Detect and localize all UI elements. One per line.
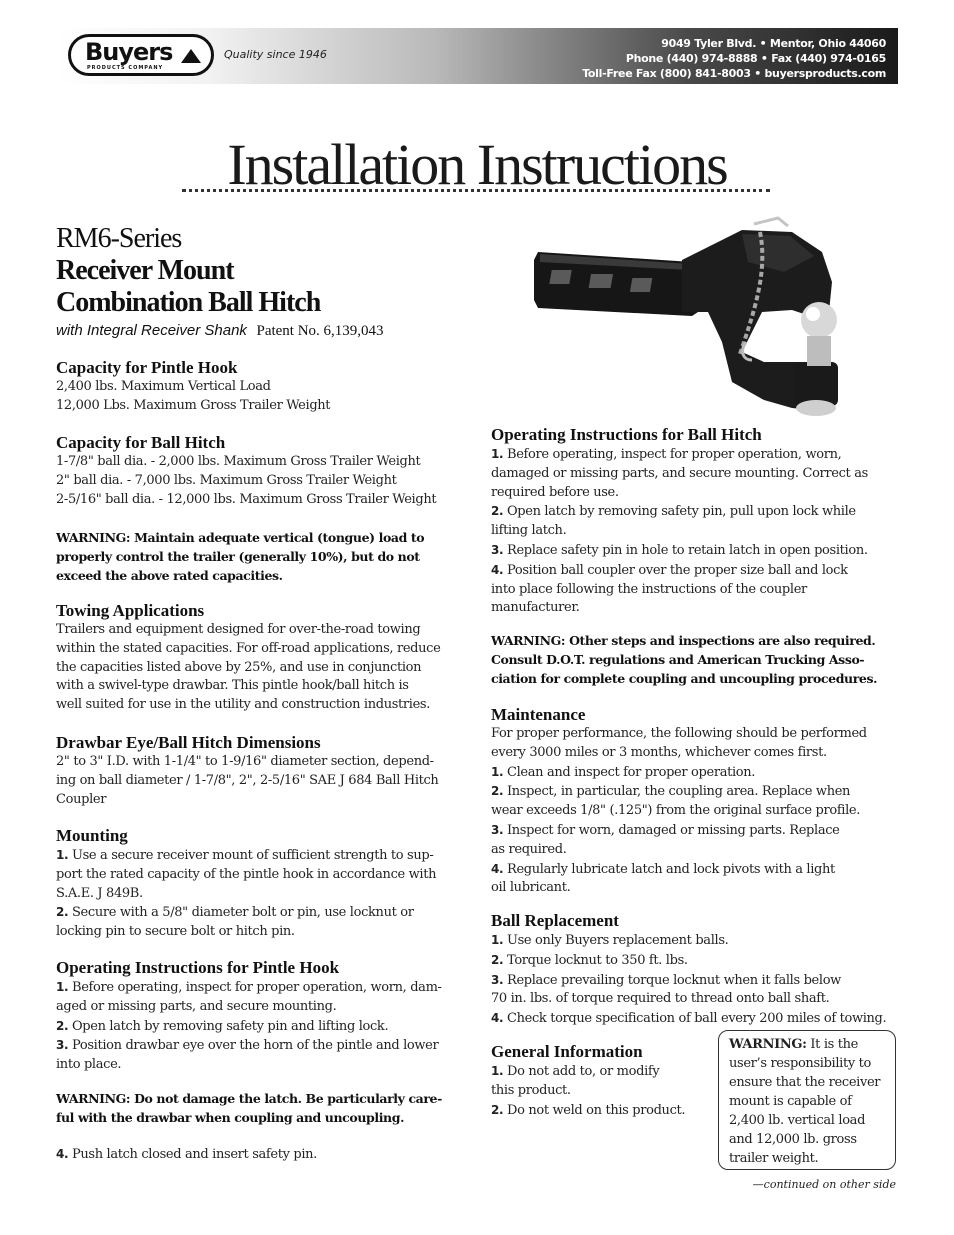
section-op-pintle bbox=[56, 958, 466, 1075]
section-heading: Drawbar Eye/Ball Hitch Dimensions bbox=[56, 733, 321, 752]
body-line: Coupler bbox=[56, 791, 107, 807]
step-text: Replace safety pin in hole to retain latch in open position. bbox=[503, 542, 868, 558]
step-number: 2. bbox=[491, 504, 504, 519]
section-dimensions bbox=[56, 733, 466, 809]
step-line bbox=[56, 846, 466, 866]
step-number: 2. bbox=[56, 905, 69, 920]
warning-line: exceed the above rated capacities. bbox=[56, 568, 283, 583]
continued-note: —continued on other side bbox=[752, 1178, 896, 1191]
warning-text-line: trailer weight. bbox=[729, 1151, 819, 1166]
step-number: 1. bbox=[491, 1064, 504, 1078]
step-number: 1. bbox=[491, 933, 504, 947]
section-op-ball bbox=[491, 425, 901, 618]
capacity-line: 2,400 lbs. Maximum Vertical Load bbox=[56, 379, 271, 394]
warning-line: ciation for complete coupling and uncoupling procedures. bbox=[491, 671, 878, 686]
section-heading: Maintenance bbox=[491, 705, 586, 724]
section-heading: Operating Instructions for Ball Hitch bbox=[491, 425, 762, 444]
warning-text-line: ensure that the receiver bbox=[729, 1075, 881, 1090]
body-line: For proper performance, the following should be performed bbox=[491, 726, 867, 741]
step-number: 2. bbox=[491, 1102, 504, 1117]
step-number: 1. bbox=[491, 447, 504, 461]
warning-line: ful with the drawbar when coupling and uncoupling. bbox=[56, 1110, 405, 1125]
product-name-line: Combination Ball Hitch bbox=[56, 287, 321, 318]
section-maintenance bbox=[491, 705, 901, 898]
step-text: Inspect for worn, damaged or missing parts. Replace bbox=[503, 822, 840, 838]
step-text: Push latch closed and insert safety pin. bbox=[68, 1147, 317, 1162]
page-title: Installation Instructions bbox=[227, 132, 727, 197]
section-heading: Ball Replacement bbox=[491, 911, 619, 930]
step-number: 1. bbox=[56, 848, 69, 862]
step-number: 4. bbox=[491, 861, 504, 876]
section-heading: Towing Applications bbox=[56, 601, 205, 620]
step-number: 3. bbox=[491, 972, 504, 987]
hitch-illustration bbox=[532, 212, 858, 422]
step-line: this product. bbox=[491, 1082, 571, 1098]
section-mounting bbox=[56, 826, 466, 942]
body-line: every 3000 miles or 3 months, whichever comes first. bbox=[491, 744, 827, 760]
step-number: 1. bbox=[56, 980, 69, 994]
step-text: Open latch by removing safety pin and lifting lock. bbox=[68, 1018, 389, 1034]
tagline: Quality since 1946 bbox=[224, 48, 327, 61]
body-line: 2" to 3" I.D. with 1-1/4" to 1-9/16" diameter section, depend- bbox=[56, 754, 434, 769]
step-number: 4. bbox=[491, 1011, 504, 1026]
warning-tongue-load bbox=[56, 528, 466, 585]
step-text: Clean and inspect for proper operation. bbox=[503, 764, 756, 780]
body-line: well suited for use in the utility and construction industries. bbox=[56, 697, 431, 713]
product-series: RM6-Series bbox=[56, 223, 182, 254]
warning-callout-box bbox=[718, 1030, 896, 1170]
capacity-line: 2-5/16" ball dia. - 12,000 lbs. Maximum Gross Trailer Weight bbox=[56, 491, 437, 507]
buyers-logo bbox=[68, 34, 214, 76]
section-heading: General Information bbox=[491, 1042, 643, 1061]
section-capacity-pintle bbox=[56, 358, 466, 416]
step-text: Secure with a 5/8" diameter bolt or pin, use locknut or bbox=[68, 905, 414, 921]
section-heading: Operating Instructions for Pintle Hook bbox=[56, 958, 340, 977]
logo-wordmark: Buyers bbox=[85, 38, 173, 66]
step-line: manufacturer. bbox=[491, 600, 580, 616]
step-number: 3. bbox=[491, 542, 504, 557]
warning-latch bbox=[56, 1089, 466, 1127]
step-number: 4. bbox=[491, 562, 504, 577]
body-line: the capacities listed above by 25%, and use in conjunction bbox=[56, 659, 422, 675]
step-text: Position drawbar eye over the horn of the pintle and lower bbox=[68, 1038, 439, 1054]
logo-triangle-icon bbox=[181, 49, 201, 63]
step-line bbox=[56, 978, 466, 998]
step-number: 2. bbox=[491, 784, 504, 799]
product-name bbox=[56, 255, 320, 319]
step-line: damaged or missing parts, and secure mounting. Correct as bbox=[491, 465, 868, 481]
warning-text-line: mount is capable of bbox=[729, 1094, 852, 1109]
contact-line: 9049 Tyler Blvd. • Mentor, Ohio 44060 bbox=[661, 37, 886, 50]
product-photo bbox=[532, 212, 858, 422]
contact-info bbox=[582, 36, 886, 81]
section-heading: Mounting bbox=[56, 826, 128, 845]
step-line: S.A.E. J 849B. bbox=[56, 885, 143, 901]
step-line: wear exceeds 1/8" (.125") from the original surface profile. bbox=[491, 803, 861, 819]
step-text: Before operating, inspect for proper operation, worn, bbox=[503, 447, 842, 462]
warning-text-line: user’s responsibility to bbox=[729, 1056, 871, 1071]
step-text: Do not add to, or modify bbox=[503, 1064, 660, 1079]
patent-number: Patent No. 6,139,043 bbox=[256, 323, 384, 339]
title-dotted-rule bbox=[182, 189, 770, 192]
step-line: port the rated capacity of the pintle hook in accordance with bbox=[56, 866, 437, 882]
body-line: Trailers and equipment designed for over-the-road towing bbox=[56, 622, 421, 637]
section-capacity-ball bbox=[56, 433, 466, 509]
step-line: 70 in. lbs. of torque required to thread onto ball shaft. bbox=[491, 991, 830, 1007]
step-text: Use only Buyers replacement balls. bbox=[503, 933, 729, 948]
header-bar bbox=[56, 28, 898, 84]
product-name-line: Receiver Mount bbox=[56, 255, 234, 286]
step-line bbox=[56, 903, 466, 923]
step-number: 2. bbox=[491, 952, 504, 967]
warning-label: WARNING: bbox=[729, 1037, 807, 1052]
step-line: into place following the instructions of the coupler bbox=[491, 581, 807, 597]
warning-line: WARNING: Other steps and inspections are also required. bbox=[491, 633, 876, 648]
step-line: required before use. bbox=[491, 484, 619, 500]
step-line: oil lubricant. bbox=[491, 880, 571, 896]
step-text: Torque locknut to 350 ft. lbs. bbox=[503, 952, 688, 968]
step-text: Position ball coupler over the proper size ball and lock bbox=[503, 562, 848, 578]
step-text: Do not weld on this product. bbox=[503, 1102, 686, 1118]
section-general-info bbox=[491, 1042, 711, 1120]
warning-line: properly control the trailer (generally 10%), but do not bbox=[56, 549, 420, 564]
subtitle-italic: with Integral Receiver Shank bbox=[56, 322, 247, 339]
section-towing bbox=[56, 601, 466, 715]
step-line bbox=[56, 1036, 466, 1056]
step-text: Regularly lubricate latch and lock pivots with a light bbox=[503, 861, 835, 877]
section-ball-replacement bbox=[491, 911, 901, 1029]
step-number: 2. bbox=[56, 1018, 69, 1033]
step-number: 1. bbox=[491, 764, 504, 779]
step-text: Replace prevailing torque locknut when it falls below bbox=[503, 972, 841, 988]
section-heading: Capacity for Ball Hitch bbox=[56, 433, 226, 452]
body-line: ing on ball diameter / 1-7/8", 2", 2-5/16" SAE J 684 Ball Hitch bbox=[56, 772, 439, 788]
step-text: Use a secure receiver mount of sufficient strength to sup- bbox=[68, 848, 434, 863]
step-text: Check torque specification of ball every 200 miles of towing. bbox=[503, 1011, 887, 1027]
capacity-line: 2" ball dia. - 7,000 lbs. Maximum Gross Trailer Weight bbox=[56, 472, 397, 488]
warning-text-line: 2,400 lb. vertical load bbox=[729, 1113, 866, 1128]
logo-subtext: PRODUCTS COMPANY bbox=[87, 65, 164, 71]
step-number: 3. bbox=[56, 1038, 69, 1053]
capacity-line: 12,000 Lbs. Maximum Gross Trailer Weight bbox=[56, 397, 331, 413]
warning-text: It is the bbox=[806, 1037, 858, 1052]
warning-line: WARNING: Maintain adequate vertical (tongue) load to bbox=[56, 530, 425, 545]
step-line: as required. bbox=[491, 841, 567, 857]
step-line: lifting latch. bbox=[491, 523, 567, 539]
step-text: Open latch by removing safety pin, pull upon lock while bbox=[503, 504, 856, 520]
step-push-latch bbox=[56, 1145, 466, 1165]
step-text: Inspect, in particular, the coupling area. Replace when bbox=[503, 784, 851, 800]
capacity-line: 1-7/8" ball dia. - 2,000 lbs. Maximum Gross Trailer Weight bbox=[56, 454, 421, 469]
body-line: within the stated capacities. For off-road applications, reduce bbox=[56, 640, 441, 656]
step-text: Before operating, inspect for proper operation, worn, dam- bbox=[68, 980, 442, 995]
warning-text-line: and 12,000 lb. gross bbox=[729, 1132, 857, 1147]
step-line: into place. bbox=[56, 1057, 122, 1073]
contact-line: Phone (440) 974-8888 • Fax (440) 974-0165 bbox=[625, 52, 886, 65]
product-subtitle bbox=[56, 321, 384, 340]
body-line: with a swivel-type drawbar. This pintle hook/ball hitch is bbox=[56, 678, 409, 694]
step-number: 3. bbox=[491, 822, 504, 837]
warning-line: WARNING: Do not damage the latch. Be particularly care- bbox=[56, 1091, 442, 1106]
warning-dot bbox=[491, 631, 901, 688]
warning-line: Consult D.O.T. regulations and American Trucking Asso- bbox=[491, 652, 865, 667]
step-line: aged or missing parts, and secure mounting. bbox=[56, 998, 337, 1014]
section-heading: Capacity for Pintle Hook bbox=[56, 358, 238, 377]
step-number: 4. bbox=[56, 1147, 69, 1161]
step-line: locking pin to secure bolt or hitch pin. bbox=[56, 924, 295, 940]
contact-line: Toll-Free Fax (800) 841-8003 • buyersproducts.com bbox=[582, 67, 886, 80]
step-line bbox=[56, 1017, 466, 1037]
